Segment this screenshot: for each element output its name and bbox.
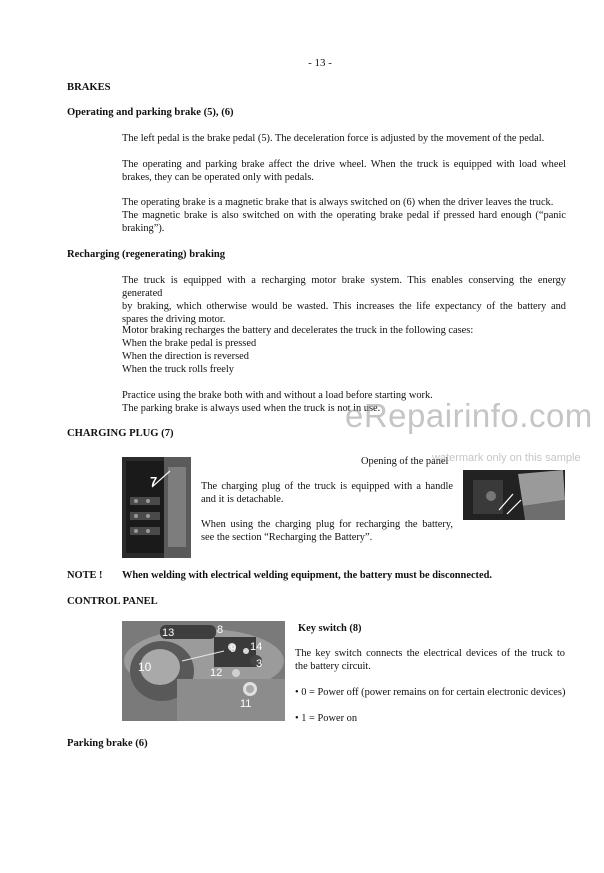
text-line: the battery circuit. (295, 661, 371, 672)
charging-plug-paragraph-1 (201, 480, 453, 506)
text-line: The charging plug of the truck is equipped with a handle (201, 481, 453, 492)
photo-label-11: 11 (240, 698, 252, 710)
list-item: When the brake pedal is pressed (122, 338, 257, 349)
brakes-paragraph-2 (122, 158, 566, 184)
panel-caption: Opening of the panel (361, 456, 449, 467)
photo-label-12: 12 (210, 667, 223, 679)
brakes-paragraph-1: The left pedal is the brake pedal (5). The deceleration force is adjusted by the movement of the pedal. (122, 133, 545, 144)
note-text: When welding with electrical welding equipment, the battery must be disconnected. (122, 570, 493, 581)
watermark-subtext: watermark only on this sample (432, 452, 581, 464)
control-panel-photo (122, 621, 285, 721)
key-switch-option-0: • 0 = Power off (power remains on for certain electronic devices) (295, 687, 566, 698)
list-item: When the truck rolls freely (122, 364, 234, 375)
brakes-paragraph-3 (122, 196, 566, 235)
charging-plug-heading: CHARGING PLUG (7) (67, 428, 174, 439)
text-line: The key switch connects the electrical devices of the truck to (295, 648, 565, 659)
panel-photo (463, 470, 565, 520)
watermark-text: eRepairinfo.com (345, 397, 593, 434)
photo-label-8: 8 (217, 624, 224, 636)
panel-photo-graphic (463, 470, 565, 520)
page-number: - 13 - (308, 57, 332, 69)
key-switch-option-1: • 1 = Power on (295, 713, 358, 724)
text-line: The operating brake is a magnetic brake that is always switched on (6) when the driver leaves the truck. (122, 197, 554, 208)
photo-label-13a: 13 (162, 627, 175, 639)
list-item: When the direction is reversed (122, 351, 249, 362)
charging-plug-photo-graphic (122, 457, 191, 558)
photo-label-9: 9 (230, 643, 237, 655)
text-line: When using the charging plug for recharging the battery, (201, 519, 453, 530)
note-label: NOTE ! (67, 570, 103, 581)
text-line: brakes, they can be operated only with pedals. (122, 172, 314, 183)
text-line: braking”). (122, 223, 165, 234)
brakes-heading: BRAKES (67, 82, 111, 93)
text-line: Motor braking recharges the battery and decelerates the truck in the following cases: (122, 325, 474, 336)
parking-brake-heading: Parking brake (6) (67, 738, 148, 749)
charging-plug-photo (122, 457, 191, 558)
control-panel-photo-graphic (122, 621, 285, 721)
text-line: by braking, which otherwise would be wasted. This increases the life expectancy of the battery and (122, 301, 566, 312)
text-line: The magnetic brake is also switched on with the operating brake pedal if pressed hard enough (“panic (122, 210, 566, 221)
recharging-paragraph-1 (122, 274, 566, 326)
text-line: The truck is equipped with a recharging motor brake system. This enables conserving the energy generated (122, 275, 566, 299)
charging-plug-paragraph-2 (201, 518, 453, 544)
key-switch-paragraph (295, 647, 565, 673)
operating-brake-heading: Operating and parking brake (5), (6) (67, 107, 234, 118)
photo-label-10: 10 (138, 660, 152, 674)
recharging-paragraph-2 (122, 324, 566, 376)
recharging-heading: Recharging (regenerating) braking (67, 249, 226, 260)
text-line: Practice using the brake both with and without a load before starting work. (122, 390, 433, 401)
text-line: The operating and parking brake affect the drive wheel. When the truck is equipped with load wheel (122, 159, 566, 170)
text-line: spares the driving motor. (122, 314, 226, 325)
control-panel-heading: CONTROL PANEL (67, 596, 158, 607)
photo-label-7: 7 (150, 474, 158, 489)
text-line: and it is detachable. (201, 494, 284, 505)
text-line: The parking brake is always used when the truck is not in use. (122, 403, 381, 414)
photo-label-14: 14 (250, 641, 263, 653)
photo-label-3: 3 (256, 658, 263, 670)
text-line: see the section “Recharging the Battery”. (201, 532, 373, 543)
key-switch-heading: Key switch (8) (298, 623, 362, 634)
